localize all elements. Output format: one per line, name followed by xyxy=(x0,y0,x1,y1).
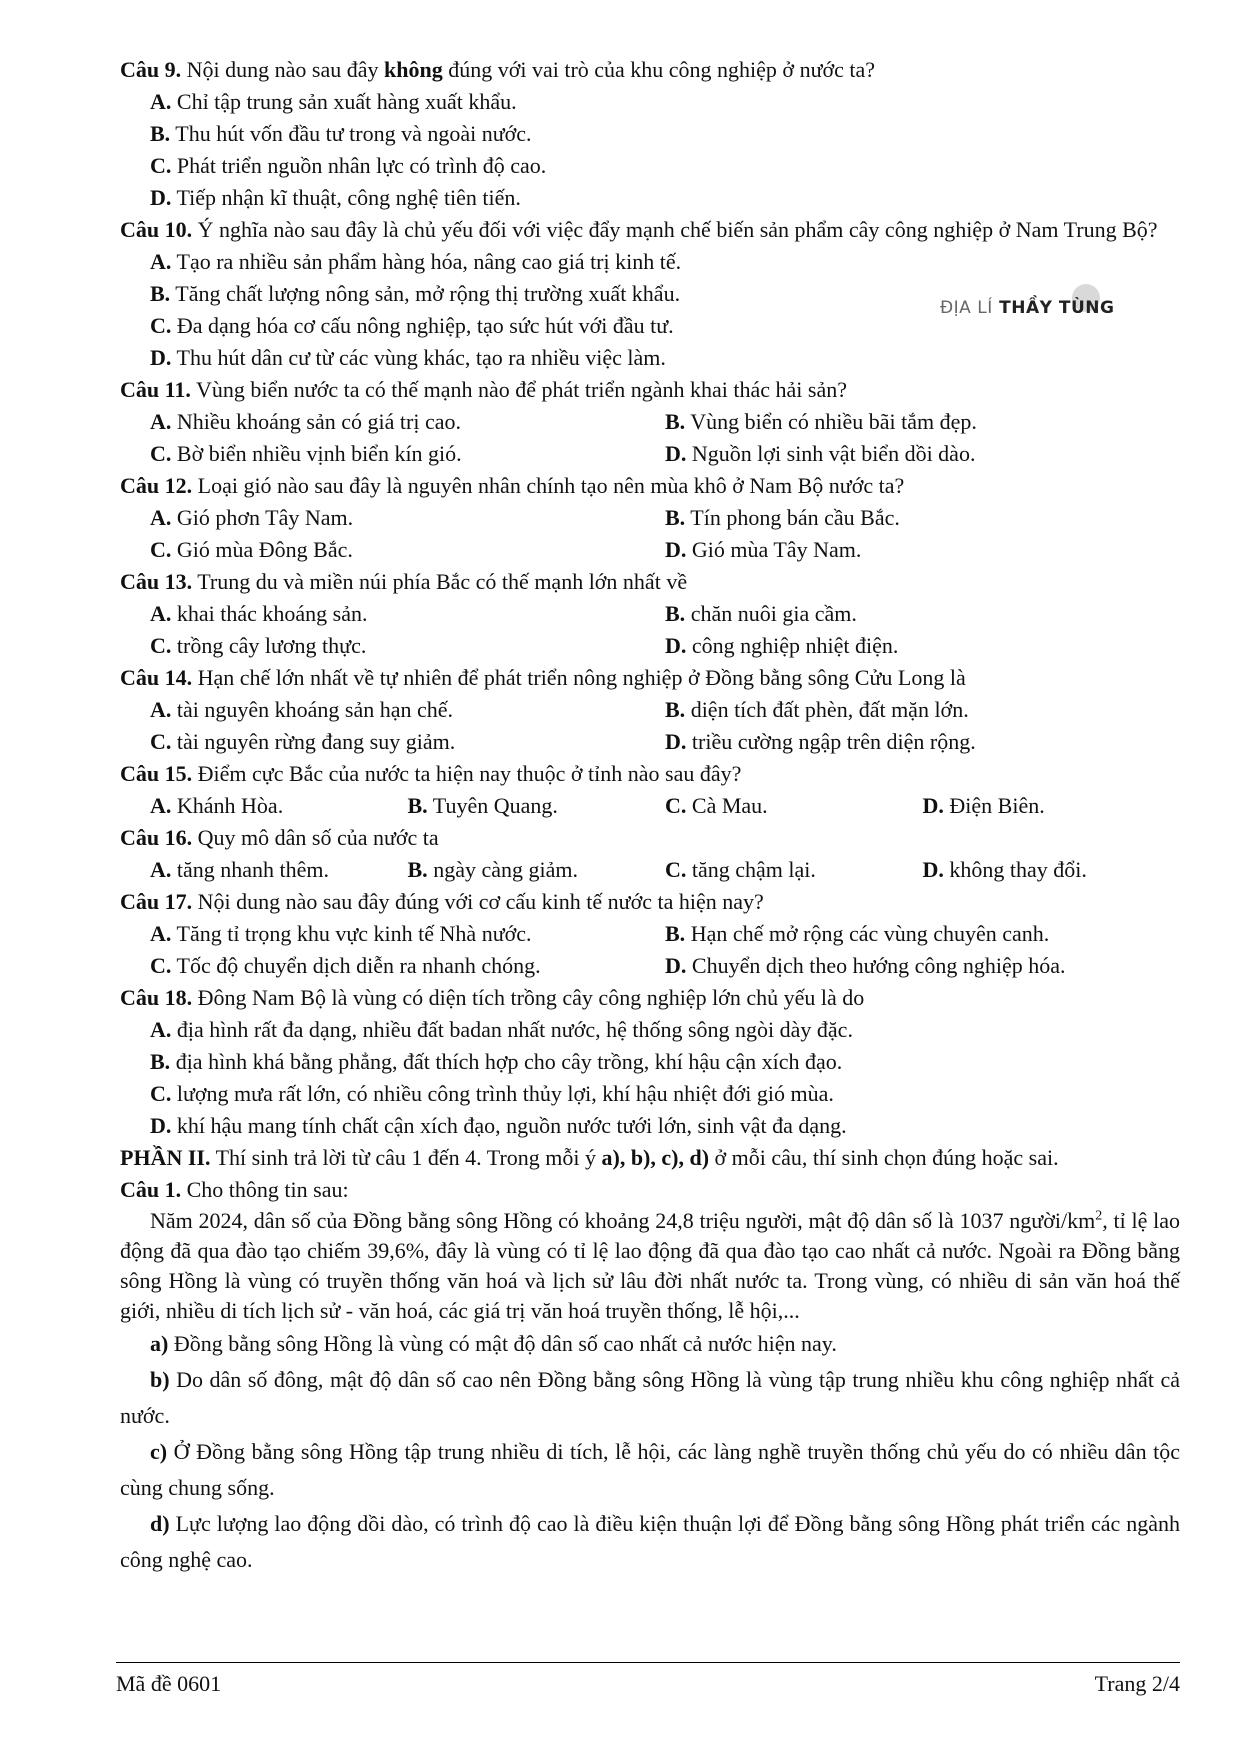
option-c: C. lượng mưa rất lớn, có nhiều công trình thủy lợi, khí hậu nhiệt đới gió mùa. xyxy=(150,1081,834,1106)
option-a: A. tăng nhanh thêm. xyxy=(150,857,330,882)
option-a: A. địa hình rất đa dạng, nhiều đất badan nhất nước, hệ thống sông ngòi dày đặc. xyxy=(150,1017,853,1042)
options-row xyxy=(120,694,1180,726)
statement-d: d) Lực lượng lao động dồi dào, có trình độ cao là điều kiện thuận lợi để Đồng bằng sông Hồng phát triển các ngành công nghệ cao. xyxy=(120,1511,1181,1572)
option-a: A. tài nguyên khoáng sản hạn chế. xyxy=(150,697,454,722)
option-b: B. ngày càng giảm. xyxy=(407,857,578,882)
options-row xyxy=(120,918,1180,950)
brand-name: THẦY TÙNG xyxy=(999,298,1115,318)
part-2-heading: PHẦN II. Thí sinh trả lời từ câu 1 đến 4. Trong mỗi ý a), b), c), d) ở mỗi câu, thí sinh chọn đúng hoặc sai. xyxy=(120,1145,1059,1170)
part2-question-1: Câu 1. Cho thông tin sau: xyxy=(120,1177,349,1202)
option-d: D. khí hậu mang tính chất cận xích đạo, nguồn nước tưới lớn, sinh vật đa dạng. xyxy=(150,1113,847,1138)
option-c: C. Cà Mau. xyxy=(665,793,768,818)
question-14: Câu 14. Hạn chế lớn nhất về tự nhiên để phát triển nông nghiệp ở Đồng bằng sông Cửu Long là xyxy=(120,665,966,690)
options-row xyxy=(120,438,1180,470)
question-emphasis: không xyxy=(383,57,443,82)
footer-divider xyxy=(116,1662,1180,1663)
options-row xyxy=(120,854,1180,886)
options-row xyxy=(120,534,1180,566)
option-a: A. Tạo ra nhiều sản phẩm hàng hóa, nâng cao giá trị kinh tế. xyxy=(150,249,682,274)
option-a: A. Chỉ tập trung sản xuất hàng xuất khẩu. xyxy=(150,89,517,114)
option-b: B. Tăng chất lượng nông sản, mở rộng thị trường xuất khẩu. xyxy=(150,281,681,306)
question-12: Câu 12. Loại gió nào sau đây là nguyên nhân chính tạo nên mùa khô ở Nam Bộ nước ta? xyxy=(120,473,905,498)
option-d: D. Điện Biên. xyxy=(922,793,1045,818)
statement-c: c) Ở Đồng bằng sông Hồng tập trung nhiều di tích, lễ hội, các làng nghề truyền thống chủ yếu do có nhiều dân tộc cùng chung sống. xyxy=(120,1439,1181,1500)
page-number: Trang 2/4 xyxy=(1094,1671,1180,1696)
question-number: Câu 9. xyxy=(120,57,182,82)
option-c: C. tài nguyên rừng đang suy giảm. xyxy=(150,729,456,754)
exam-page xyxy=(120,54,1180,1578)
option-a: A. Tăng tỉ trọng khu vực kinh tế Nhà nước. xyxy=(150,921,532,946)
option-d: D. Gió mùa Tây Nam. xyxy=(665,537,862,562)
option-b: B. Tín phong bán cầu Bắc. xyxy=(665,505,900,530)
option-b: B. diện tích đất phèn, đất mặn lớn. xyxy=(665,697,969,722)
option-b: B. Thu hút vốn đầu tư trong và ngoài nước. xyxy=(150,121,532,146)
options-row xyxy=(120,598,1180,630)
option-d: D. công nghiệp nhiệt điện. xyxy=(665,633,899,658)
option-c: C. Bờ biển nhiều vịnh biển kín gió. xyxy=(150,441,462,466)
options-row xyxy=(120,790,1180,822)
option-d: D. Tiếp nhận kĩ thuật, công nghệ tiên tiến. xyxy=(150,185,521,210)
exam-code: Mã đề 0601 xyxy=(116,1671,222,1696)
option-c: C. Tốc độ chuyển dịch diễn ra nhanh chóng. xyxy=(150,953,541,978)
option-c: C. trồng cây lương thực. xyxy=(150,633,367,658)
option-c: C. Gió mùa Đông Bắc. xyxy=(150,537,353,562)
question-17: Câu 17. Nội dung nào sau đây đúng với cơ cấu kinh tế nước ta hiện nay? xyxy=(120,889,764,914)
option-b: B. địa hình khá bằng phẳng, đất thích hợp cho cây trồng, khí hậu cận xích đạo. xyxy=(150,1049,843,1074)
option-d: D. triều cường ngập trên diện rộng. xyxy=(665,729,976,754)
option-c: C. tăng chậm lại. xyxy=(665,857,816,882)
question-text: đúng với vai trò của khu công nghiệp ở nước ta? xyxy=(448,57,876,82)
options-row xyxy=(120,630,1180,662)
option-b: B. chăn nuôi gia cầm. xyxy=(665,601,857,626)
option-d: D. Nguồn lợi sinh vật biển dồi dào. xyxy=(665,441,976,466)
option-a: A. khai thác khoáng sản. xyxy=(150,601,368,626)
info-paragraph: Năm 2024, dân số của Đồng bằng sông Hồng có khoảng 24,8 triệu người, mật độ dân số là 1037 người/$km^2$, tỉ lệ lao động đã qua đào tạo chiếm 39,6%, đây là vùng có tỉ lệ lao động đã qua đào tạo cao nhất cả nước. Ngoài ra Đồng bằng sông Hồng là vùng có truyền thống văn hoá và lịch sử lâu đời nhất nước ta. Trong vùng, có nhiều di sản văn hoá thế giới, nhiều di tích lịch sử - văn hoá, các giá trị văn hoá truyền thống, lễ hội,... xyxy=(120,1208,1181,1323)
question-9 xyxy=(120,54,1180,86)
option-c: C. Đa dạng hóa cơ cấu nông nghiệp, tạo sức hút với đầu tư. xyxy=(150,313,674,338)
brand-prefix: ĐỊA LÍ xyxy=(940,298,993,318)
option-b: B. Hạn chế mở rộng các vùng chuyên canh. xyxy=(665,921,1050,946)
statement-a: a) Đồng bằng sông Hồng là vùng có mật độ dân số cao nhất cả nước hiện nay. xyxy=(150,1331,837,1356)
option-b: B. Tuyên Quang. xyxy=(407,793,558,818)
option-c: C. Phát triển nguồn nhân lực có trình độ cao. xyxy=(150,153,547,178)
question-16: Câu 16. Quy mô dân số của nước ta xyxy=(120,825,439,850)
option-a: A. Nhiều khoáng sản có giá trị cao. xyxy=(150,409,461,434)
question-11: Câu 11. Vùng biển nước ta có thế mạnh nào để phát triển ngành khai thác hải sản? xyxy=(120,377,847,402)
options-row xyxy=(120,950,1180,982)
option-d: D. không thay đổi. xyxy=(922,857,1087,882)
question-13: Câu 13. Trung du và miền núi phía Bắc có thế mạnh lớn nhất về xyxy=(120,569,688,594)
option-a: A. Khánh Hòa. xyxy=(150,793,284,818)
option-d: D. Chuyển dịch theo hướng công nghiệp hóa. xyxy=(665,953,1066,978)
options-row xyxy=(120,406,1180,438)
option-a: A. Gió phơn Tây Nam. xyxy=(150,505,354,530)
option-b: B. Vùng biển có nhiều bãi tắm đẹp. xyxy=(665,409,977,434)
question-text: Nội dung nào sau đây xyxy=(186,57,379,82)
question-18: Câu 18. Đông Nam Bộ là vùng có diện tích trồng cây công nghiệp lớn chủ yếu là do xyxy=(120,985,865,1010)
question-10: Câu 10. Ý nghĩa nào sau đây là chủ yếu đối với việc đẩy mạnh chế biến sản phẩm cây công nghiệp ở Nam Trung Bộ? xyxy=(120,217,1158,242)
statement-b: b) Do dân số đông, mật độ dân số cao nên Đồng bằng sông Hồng là vùng tập trung nhiều khu công nghiệp nhất cả nước. xyxy=(120,1367,1181,1428)
options-row xyxy=(120,726,1180,758)
question-15: Câu 15. Điểm cực Bắc của nước ta hiện nay thuộc ở tỉnh nào sau đây? xyxy=(120,761,742,786)
option-d: D. Thu hút dân cư từ các vùng khác, tạo ra nhiều việc làm. xyxy=(150,345,666,370)
options-row xyxy=(120,502,1180,534)
